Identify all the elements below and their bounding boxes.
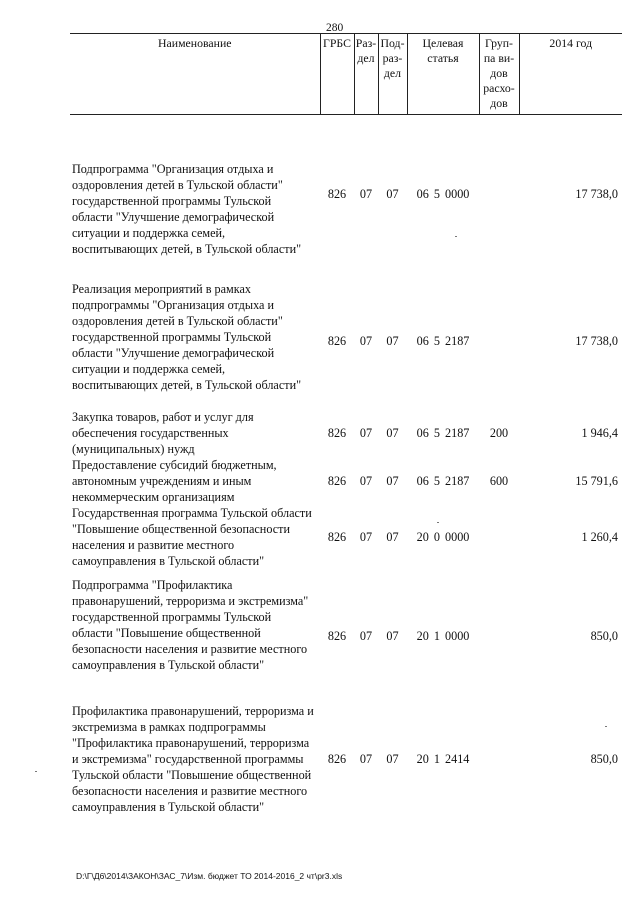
- cell-razdel: 07: [359, 752, 373, 766]
- cell-grbs: 826: [327, 426, 347, 440]
- file-path-footer: D:\Г\Д6\2014\ЗАКОН\ЗАС_7\Изм. бюджет ТО 2014-2016_2 чт\pr3.xls: [76, 871, 343, 881]
- header-amount: [519, 34, 622, 115]
- header-amount-label: 2014 год: [549, 36, 593, 50]
- cell-target: 20 1 0000: [416, 629, 470, 643]
- header-target-label: Целевая статья: [422, 36, 464, 65]
- cell-name: Подпрограмма "Организация отдыха и оздоровления детей в Тульской области" государственной программы Тульской области "Улучшение демографической ситуации и поддержка семей, воспитывающих детей, в Тульской области": [72, 162, 302, 256]
- cell-target: 06 5 2187: [416, 334, 470, 348]
- cell-razdel: 07: [359, 629, 373, 643]
- table-header-row: [70, 34, 622, 115]
- cell-amount: 1 260,4: [581, 530, 618, 544]
- header-razdel: [354, 34, 378, 115]
- cell-razdel: 07: [359, 334, 373, 348]
- table-body: [70, 115, 622, 816]
- header-group-label: Груп- па ви- дов расхо- дов: [483, 36, 515, 110]
- cell-name: Профилактика правонарушений, терроризма и экстремизма в рамках подпрограммы "Профилактика правонарушений, терроризма и экстремизма" государственной программы Тульской области "Повышение общественной безопасности населения и развитие местного самоуправления в Тульской области": [72, 704, 314, 814]
- cell-grbs: 826: [327, 752, 347, 766]
- cell-razdel: 07: [359, 474, 373, 488]
- cell-amount: 850,0: [590, 752, 618, 766]
- cell-group: 200: [489, 426, 509, 440]
- cell-name: Реализация мероприятий в рамках подпрограммы "Организация отдыха и оздоровления детей в Тульской области" государственной программы Тульской области "Улучшение демографической ситуации и поддержка семей, воспитывающих детей, в Тульской области": [72, 282, 302, 392]
- cell-amount: 17 738,0: [575, 187, 618, 201]
- cell-grbs: 826: [327, 334, 347, 348]
- cell-amount: 850,0: [590, 629, 618, 643]
- scan-speck: [605, 726, 607, 727]
- cell-target: 20 1 2414: [416, 752, 470, 766]
- table-row: [70, 457, 622, 505]
- cell-razdel: 07: [359, 530, 373, 544]
- cell-group: [479, 569, 519, 703]
- cell-podrazdel: 07: [386, 752, 399, 766]
- cell-group: 600: [489, 474, 509, 488]
- cell-target: 06 5 0000: [416, 187, 470, 201]
- cell-razdel: 07: [359, 426, 373, 440]
- cell-group: [479, 115, 519, 274]
- cell-podrazdel: 07: [386, 426, 399, 440]
- header-podrazdel-label: Под- раз- дел: [380, 36, 405, 80]
- budget-table: [70, 33, 622, 815]
- table-row: [70, 115, 622, 274]
- cell-grbs: 826: [327, 530, 347, 544]
- cell-grbs: 826: [327, 474, 347, 488]
- cell-group: [479, 703, 519, 815]
- header-name: [70, 34, 320, 115]
- cell-group: [479, 505, 519, 569]
- cell-group: [479, 273, 519, 409]
- scan-speck: [437, 522, 439, 523]
- header-target: [407, 34, 479, 115]
- cell-target: 06 5 2187: [416, 426, 470, 440]
- cell-name: Предоставление субсидий бюджетным, автономным учреждениям и иным некоммерческим организациям: [72, 458, 277, 504]
- cell-grbs: 826: [327, 187, 347, 201]
- header-grbs-label: ГРБС: [323, 36, 351, 50]
- cell-name: Подпрограмма "Профилактика правонарушений, терроризма и экстремизма" государственной программы Тульской области "Повышение общественной безопасности населения и развитие местного самоуправления в Тульской области": [72, 578, 309, 672]
- cell-grbs: 826: [327, 629, 347, 643]
- cell-target: 06 5 2187: [416, 474, 470, 488]
- cell-name: Государственная программа Тульской области "Повышение общественной безопасности населения и развитие местного самоуправления в Тульской области": [72, 506, 312, 568]
- table-row: [70, 569, 622, 703]
- budget-table-container: [70, 33, 622, 815]
- table-row: [70, 505, 622, 569]
- table-row: [70, 409, 622, 457]
- cell-amount: 17 738,0: [575, 334, 618, 348]
- cell-target: 20 0 0000: [416, 530, 470, 544]
- cell-podrazdel: 07: [386, 474, 399, 488]
- scan-speck: [455, 236, 457, 237]
- header-grbs: [320, 34, 354, 115]
- cell-razdel: 07: [359, 187, 373, 201]
- cell-podrazdel: 07: [386, 334, 399, 348]
- cell-name: Закупка товаров, работ и услуг для обеспечения государственных (муниципальных) нужд: [72, 410, 254, 456]
- table-row: [70, 273, 622, 409]
- cell-amount: 1 946,4: [581, 426, 618, 440]
- page-number: 280: [326, 22, 344, 34]
- cell-podrazdel: 07: [386, 530, 399, 544]
- scan-speck: [35, 771, 37, 772]
- cell-amount: 15 791,6: [575, 474, 618, 488]
- header-razdel-label: Раз- дел: [355, 36, 377, 65]
- cell-podrazdel: 07: [386, 187, 399, 201]
- header-podrazdel: [378, 34, 407, 115]
- header-group: [479, 34, 519, 115]
- header-name-label: Наименование: [158, 36, 232, 50]
- table-row: [70, 703, 622, 815]
- cell-podrazdel: 07: [386, 629, 399, 643]
